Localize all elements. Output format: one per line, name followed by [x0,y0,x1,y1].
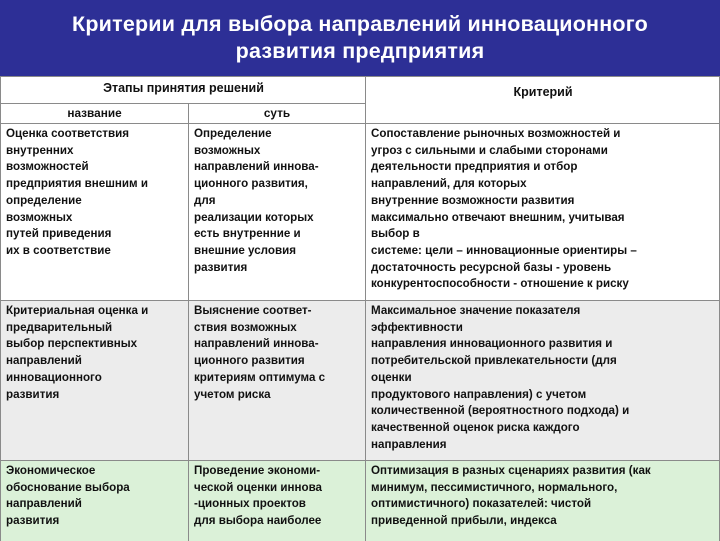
row-1-essence-text: Определение возможных направлений иннова- ционного развития, для реализации которых есть внутренние и внешние условия развития [194,127,319,274]
row-1-criterion [366,124,720,301]
criteria-table [0,76,720,541]
name-header: название [1,104,189,124]
row-1-name [1,124,189,301]
row-2-criterion [366,301,720,461]
stages-header: Этапы принятия решений [1,77,366,104]
row-2-name [1,301,189,461]
slide-title [52,11,668,65]
row-2-essence-text: Выяснение соответ- ствия возможных направлений иннова- ционного развития критериям оптимума с учетом риска [194,304,326,401]
row-3-criterion-text: Оптимизация в разных сценариях развития (как минимум, пессимистичного, нормального, оптимистичного) показателей: чистой приведенной прибыли, индекса [371,464,651,528]
slide-title-line-2: развития предприятия [235,39,485,63]
essence-header: суть [189,104,366,124]
table-row [1,124,720,301]
row-2-essence [189,301,366,461]
table-header-row [1,77,720,104]
criterion-header: Критерий [366,77,720,124]
row-1-essence [189,124,366,301]
row-3-criterion [366,461,720,541]
row-3-name-text: Экономическое обоснование выбора направлений развития [6,464,130,528]
slide-title-line-1: Критерии для выбора направлений инновационного [72,12,648,36]
row-3-name [1,461,189,541]
row-1-name-text: Оценка соответствия внутренних возможностей предприятия внешним и определение возможных путей приведения их в соответствие [6,127,148,257]
row-3-essence [189,461,366,541]
table-row [1,461,720,541]
row-2-name-text: Критериальная оценка и предварительный выбор перспективных направлений инновационного развития [6,304,149,401]
row-3-essence-text: Проведение экономи- ческой оценки иннова -ционных проектов для выбора наиболее [194,464,323,528]
row-1-criterion-text: Сопоставление рыночных возможностей и угроз с сильными и слабыми сторонами деятельности предприятия и отбор направлений, для которых внутренние возможности развития максимально отвечают внешним, учитывая выбор в системе: цели – инновационные ориентиры – достаточность ресурсной базы - уровень конкурентоспособности - отношение к риску [371,127,637,291]
table-row [1,301,720,461]
row-2-criterion-text: Максимальное значение показателя эффективности направления инновационного развития и потребительской привлекательности (для оценки продуктового направления) с учетом количественной (вероятностного подхода) и качественной оценок риска каждого направления [371,304,630,451]
slide-header [0,0,720,76]
